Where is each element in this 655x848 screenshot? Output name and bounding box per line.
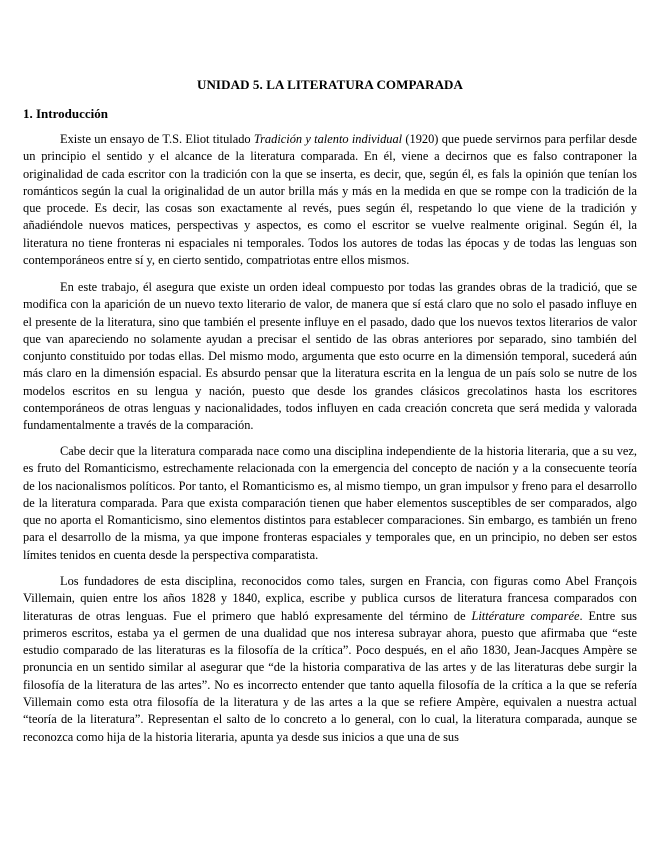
- paragraph-1: [23, 131, 637, 269]
- paragraph-1-text-c: (1920) que puede servirnos para perfilar desde un principio el sentido y el alcance de la literatura comparada. En él, viene a decirnos que es falso contraponer la originalidad de cada escritor con la tradición con la que se inserta, es decir, que, según él, es fals la opinión que tenían los románticos según la cual la originalidad de un autor brilla más y más en la medida en que se rompe con la tradición de la que procede. Es decir, las cosas son exactamente al revés, pues según él, respetando lo que viene de la tradición y añadiéndole nuevos matices, perspectivas y aspectos, es como el escritor se vuelve realmente original. Según él, la literatura no tiene fronteras ni espaciales ni temporales. Todos los autores de todas las épocas y de todas las lenguas son contemporáneos entre sí y, en cierto sentido, compatriotas entre ellos mismos.: [23, 132, 638, 268]
- book-title-italic: Tradición y talento individual: [253, 132, 403, 146]
- paragraph-2: En este trabajo, él asegura que existe un orden ideal compuesto por todas las grandes obras de la tradició, que se modifica con la aparición de un nuevo texto literario de valor, de manera que sí está claro que no solo el pasado influye en el presente de la literatura, sino que también el presente influye en el pasado, dado que los nuevos textos literarios de valor que van apareciendo no solamente ayudan a precisar el sentido de las obras anteriores por separado, sino también del conjunto constituido por todas ellas. Del mismo modo, argumenta que esto ocurre en la dimensión temporal, sucederá aún más claro en la dimensión espacial. Es absurdo pensar que la literatura escrita en la lengua de un país solo se nutre de los modelos escritos en su lengua y nación, puesto que desde los grandes clásicos grecolatinos hasta los escritores contemporáneos de otras lenguas y nacionalidades, todos influyen en cada creación concreta que será medida y valorada fundamentalmente a través de la comparación.: [23, 280, 637, 433]
- paragraph-1-text-a: Existe un ensayo de T.S. Eliot titulado: [60, 132, 254, 146]
- section-heading: 1. Introducción: [23, 106, 108, 121]
- paragraph-4: [23, 573, 637, 746]
- paragraph-4-text-a: Los fundadores de esta disciplina, reconocidos como tales, surgen en Francia, con figuras como Abel François Villemain, quien entre los años 1828 y 1840, explica, escribe y publica cursos de literatura francesa comparados con literaturas de otras lenguas. Fue el primero que habló expresamente del término de: [23, 574, 637, 623]
- paragraph-3: Cabe decir que la literatura comparada nace como una disciplina independiente de la historia literaria, que a su vez, es fruto del Romanticismo, estrechamente relacionada con la emergencia del concepto de nación y a la consecuente teoría de los nacionalismos políticos. Por tanto, el Romanticismo es, al mismo tiempo, un gran impulsor y freno para el desarrollo de la literatura comparada. Para que exista comparación tienen que haber elementos susceptibles de ser comparados, algo que no aporta el Romanticismo, sino elementos distintos para establecer comparaciones. Sin embargo, es también un freno para el desarrollo de la misma, ya que impone fronteras espaciales y temporales que, en un principio, no deben ser estos límites tenidos en cuenta desde la perspectiva comparatista.: [23, 444, 637, 562]
- paragraph-4-text-c: . Entre sus primeros escritos, estaba ya el germen de una dualidad que nos interesa subrayar ahora, puesto que afirmaba que “este estudio comparado de las literaturas es la filosofía de la crítica”. Poco después, en el año 1830, Jean-Jacques Ampère se pronuncia en un sentido similar al asegurar que “de la historia comparativa de las artes y de las literaturas debe surgir la filosofía de la literatura de las artes”. No es incorrecto entender que tanto aquella filosofía de la crítica a la que se refería Villemain como esta otra filosofía de la literatura y de las artes a la que se refiere Ampère, equivalen a nuestra actual “teoría de la literatura”. Representan el salto de lo concreto a lo general, con lo cual, la literatura comparada, aunque se reconozca como hija de la historia literaria, apunta ya desde sus inicios a que una de sus: [23, 608, 637, 744]
- term-italic: Littérature comparée: [471, 608, 580, 623]
- page-title: UNIDAD 5. LA LITERATURA COMPARADA: [196, 77, 464, 92]
